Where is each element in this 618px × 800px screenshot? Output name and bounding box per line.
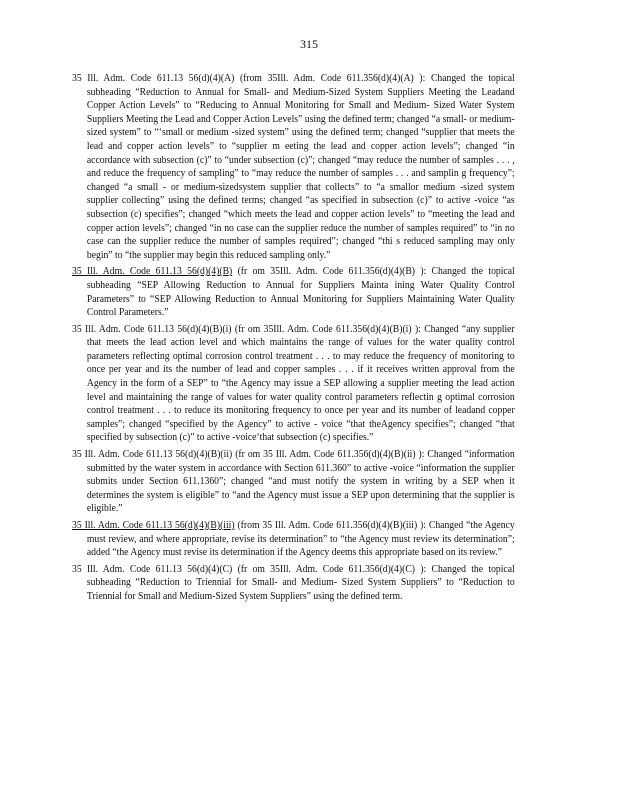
entry-text: (fr om 35Ill. Adm. Code 611.356(d)(4)(B)(i) ): Changed “any supplier that meets the lead action level and which maintains the range of values for the water quality control parameters reflecting optimal corrosion control treatment . . . to may reduce the frequency of monitoring to once per year and its the number of lead and copper samples . . . if it receives written approval from the Agency in the form of a SEP” to “the Agency may issue a SEP allowing a supplier meeting the lead action level and maintaining the range of values for water quality control parameters reflectin g optimal corrosion control treatment . . . to reduce its monitoring frequency to once per year and its number of leadand copper samples”; changed “specified by the Agency” to active - voice “that theAgency specifies”; changed “that specified by subsection (c)” to active -voice‘that subsection (c) specifies.” — [86, 323, 515, 444]
entry-citation: 35 Ill. Adm. Code 611.13 56(d)(4)(B)(ii) — [72, 449, 233, 461]
entry-citation: 35 Ill. Adm. Code 611.13 56(d)(4)(B) — [72, 266, 233, 278]
entry-text: (fr om 35Ill. Adm. Code 611.356(d)(4)(B) ): Changed the topical subheading “SEP Allowing Reduction to Annual for Suppliers Mainta ining Water Quality Control Parameters” to “SEP Allowing Reduction to Annual Monitoring for Suppliers Maintaining Water Quality Control Parameters.” — [86, 266, 515, 319]
entry-citation: 35 Ill. Adm. Code 611.13 56(d)(4)(B)(iii) — [72, 520, 235, 531]
entry-text: (from 35Ill. Adm. Code 611.356(d)(4)(A) ): Changed the topical subheading “Reduction to Annual for Small- and Medium-Sized System Suppliers Meeting the Leadand Copper Action Levels” to “Reducing to Annual Monitoring for Small and Medium- Sized Water System Suppliers Meeting the Lead and Copper Action Levels” using the defined term; changed “a small- or medium- sized system” to “‘small or medium -sized system” using the defined term; changed “supplier that meets the lead and copper action levels” to “supplier m eeting the lead and copper action levels”; changed “in accordance with subsection (c)” to “under subsection (c)”; changed “may reduce the number of samples . . . , and reduce the frequency of sampling” to “may reduce the number of samples . . . and samplin g frequency”; changed “a small - or medium-sizedsystem supplier that collects” to “a smallor medium -sized system supplier collecting” using the defined terms; changed “as specified in subsection (c)” to active -voice “as subsection (c) specifies”; changed “which meets the lead and copper action levels” to “meeting the lead and copper action levels”; changed “in no case can the supplier reduce the number of samples required” to “in no case can the supplier reduce the number of samples required”; changed “thi s reduced sampling may only begin” to “the supplier may begin this reduced sampling only.” — [86, 73, 515, 261]
list-item — [72, 448, 515, 516]
list-item — [72, 563, 515, 604]
entry-text: (fr om 35Ill. Adm. Code 611.356(d)(4)(C) ): Changed the topical subheading “Reduction to Triennial for Small- and Medium- Sized System Suppliers” to “Reduction to Triennial for Small and Medium-Sized System Suppliers” using the defined term. — [86, 563, 515, 602]
list-item — [72, 519, 515, 560]
entry-citation: 35 Ill. Adm. Code 611.13 56(d)(4)(A) — [72, 73, 235, 84]
list-item — [72, 323, 515, 445]
list-item — [72, 265, 515, 319]
entry-citation: 35 Ill. Adm. Code 611.13 56(d)(4)(C) — [72, 563, 233, 575]
entry-text: (from 35 Ill. Adm. Code 611.356(d)(4)(B)(iii) ): Changed “the Agency must review, and where appropriate, revise its determination” to “the Agency must review its determination”; added “the Agency must revise its determination if the Agency deems this appropriate based on its review.” — [86, 520, 515, 559]
list-item — [72, 72, 515, 262]
entry-citation: 35 Ill. Adm. Code 611.13 56(d)(4)(B)(i) — [72, 323, 232, 335]
entry-list — [72, 72, 515, 607]
entry-text: (fr om 35 Ill. Adm. Code 611.356(d)(4)(B)(ii) ): Changed “information submitted by the water system in accordance with Section 611.360” to active -voice “information the supplier submits under Section 611.1360”; changed “and must notify the system in writing by a SEP when it determines the system is eligible” to “and the Agency must issue a SEP upon determining that the supplier is eligible.” — [86, 449, 515, 515]
page-number: 315 — [300, 37, 318, 51]
